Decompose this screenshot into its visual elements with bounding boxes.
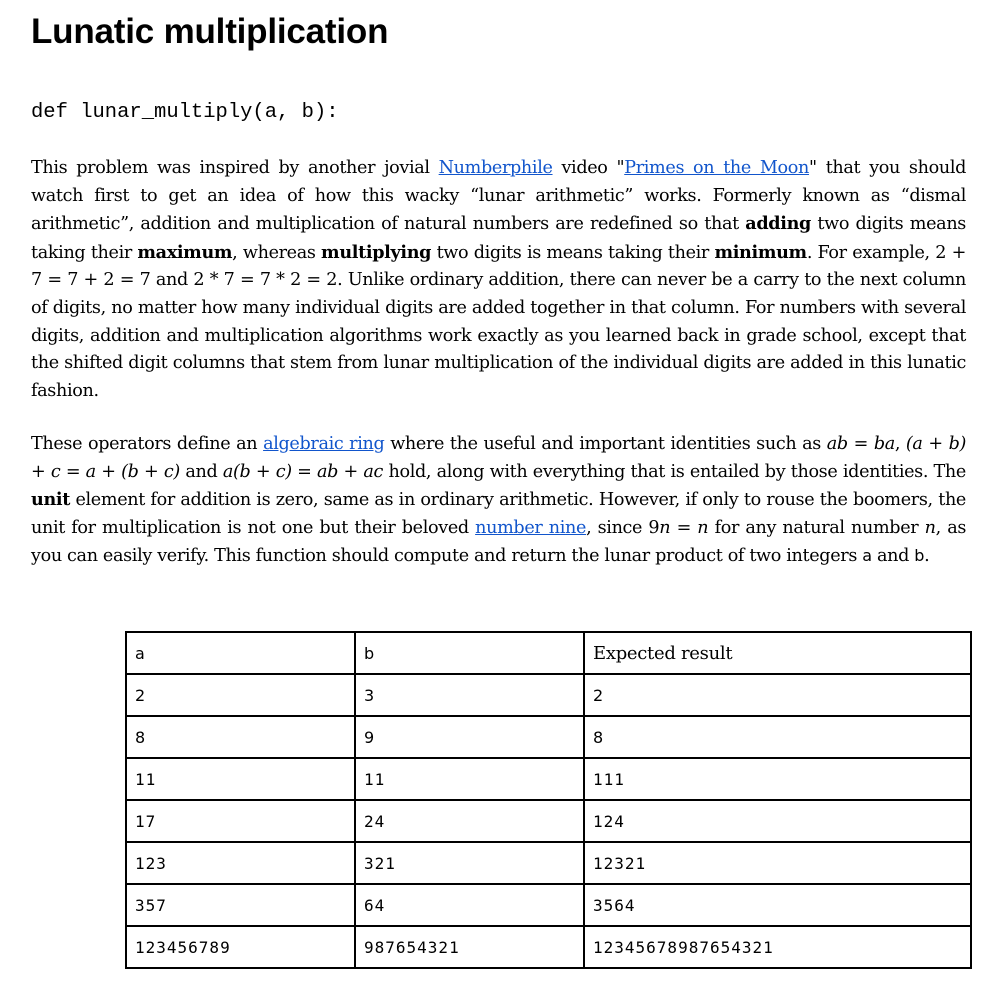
header-b: b <box>355 632 584 674</box>
cell-a: 123456789 <box>126 926 355 968</box>
text: = <box>670 517 698 538</box>
cell-b: 24 <box>355 800 584 842</box>
text: . For example, 2 + 7 = 7 + 2 = 7 and 2 * 7 = 7 * 2 = 2. Unlike ordinary addition, there can never be a carry to the next column of digits, no matter how many individual digits are added together in that column. For numbers with several digits, addition and multiplication algorithms work exactly as you learned back in grade school, except that the shifted digit columns that stem from lunar multiplication of the individual digits are added in this lunatic fashion. <box>31 242 966 401</box>
text: two digits is means taking their <box>431 242 715 263</box>
table-row <box>126 674 971 716</box>
cell-result: 8 <box>584 716 971 758</box>
cell-a: 17 <box>126 800 355 842</box>
cell-result: 124 <box>584 800 971 842</box>
table-row <box>126 800 971 842</box>
text: This problem was inspired by another jovial <box>31 158 439 178</box>
cell-a: 11 <box>126 758 355 800</box>
table-row <box>126 758 971 800</box>
cell-a: 2 <box>126 674 355 716</box>
emphasis-unit: unit <box>31 489 70 511</box>
table-header-row <box>126 632 971 674</box>
numberphile-link[interactable]: Numberphile <box>438 158 553 178</box>
cell-a: 8 <box>126 716 355 758</box>
text: and <box>871 546 915 567</box>
text: for any natural number <box>708 517 925 538</box>
text: = <box>291 461 318 482</box>
text: = <box>847 434 874 454</box>
cell-a: 123 <box>126 842 355 884</box>
math: n <box>697 517 709 538</box>
cell-result: 12321 <box>584 842 971 884</box>
emphasis-multiplying: multiplying <box>321 241 432 263</box>
examples-table <box>125 631 972 969</box>
cell-result: 3564 <box>584 884 971 926</box>
text: These operators define an <box>31 434 264 454</box>
text: . <box>924 546 930 567</box>
text: hold, along with everything that is entailed by those identities. The <box>383 461 966 482</box>
primes-on-the-moon-link[interactable]: Primes on the Moon <box>624 158 810 178</box>
cell-result: 111 <box>584 758 971 800</box>
text: , since 9 <box>586 517 660 538</box>
text: " that you should watch first to get an idea of how this wacky “lunar arithmetic” works. Formerly known as “dismal arithmetic”, addition and multiplication of natural numbers are redefined so that <box>31 158 967 235</box>
emphasis-adding: adding <box>745 213 811 235</box>
text: and <box>179 461 223 482</box>
math: ba <box>873 434 895 454</box>
header-expected-result: Expected result <box>584 632 971 674</box>
text: element for addition is zero, same as in ordinary arithmetic. However, if only to rouse the boomers, the unit for multiplication is not one but their beloved <box>31 490 966 538</box>
cell-b: 9 <box>355 716 584 758</box>
math: a + (b + c) <box>85 461 180 482</box>
cell-b: 987654321 <box>355 926 584 968</box>
header-a: a <box>126 632 355 674</box>
text: where the useful and important identities such as <box>384 434 827 454</box>
description-paragraph-1 <box>31 155 966 405</box>
cell-a: 357 <box>126 884 355 926</box>
math: (a + b) + c <box>31 434 966 482</box>
math: n <box>659 517 671 538</box>
table-row <box>126 716 971 758</box>
number-nine-link[interactable]: number nine <box>475 517 587 538</box>
cell-b: 11 <box>355 758 584 800</box>
text: two digits means taking their <box>31 214 966 263</box>
math: ab + ac <box>317 461 384 482</box>
text: , whereas <box>232 242 322 263</box>
text: video " <box>552 158 625 178</box>
cell-b: 321 <box>355 842 584 884</box>
text: = <box>60 461 86 482</box>
algebraic-ring-link[interactable]: algebraic ring <box>263 434 385 454</box>
table-row <box>126 842 971 884</box>
emphasis-maximum: maximum <box>137 241 233 263</box>
math: a(b + c) <box>222 461 292 482</box>
cell-result: 12345678987654321 <box>584 926 971 968</box>
table-row <box>126 884 971 926</box>
cell-b: 64 <box>355 884 584 926</box>
text: , <box>894 434 906 454</box>
page-title: Lunatic multiplication <box>31 12 389 51</box>
cell-result: 2 <box>584 674 971 716</box>
text: , as you can easily verify. This function should compute and return the lunar product of two integers <box>31 517 967 567</box>
description-paragraph-2 <box>31 431 966 571</box>
param-b: b <box>914 546 925 566</box>
table-row <box>126 926 971 968</box>
math: n <box>924 517 936 538</box>
function-signature: def lunar_multiply(a, b): <box>31 101 339 124</box>
math: ab <box>826 434 848 454</box>
cell-b: 3 <box>355 674 584 716</box>
emphasis-minimum: minimum <box>714 241 807 263</box>
param-a: a <box>862 546 872 566</box>
